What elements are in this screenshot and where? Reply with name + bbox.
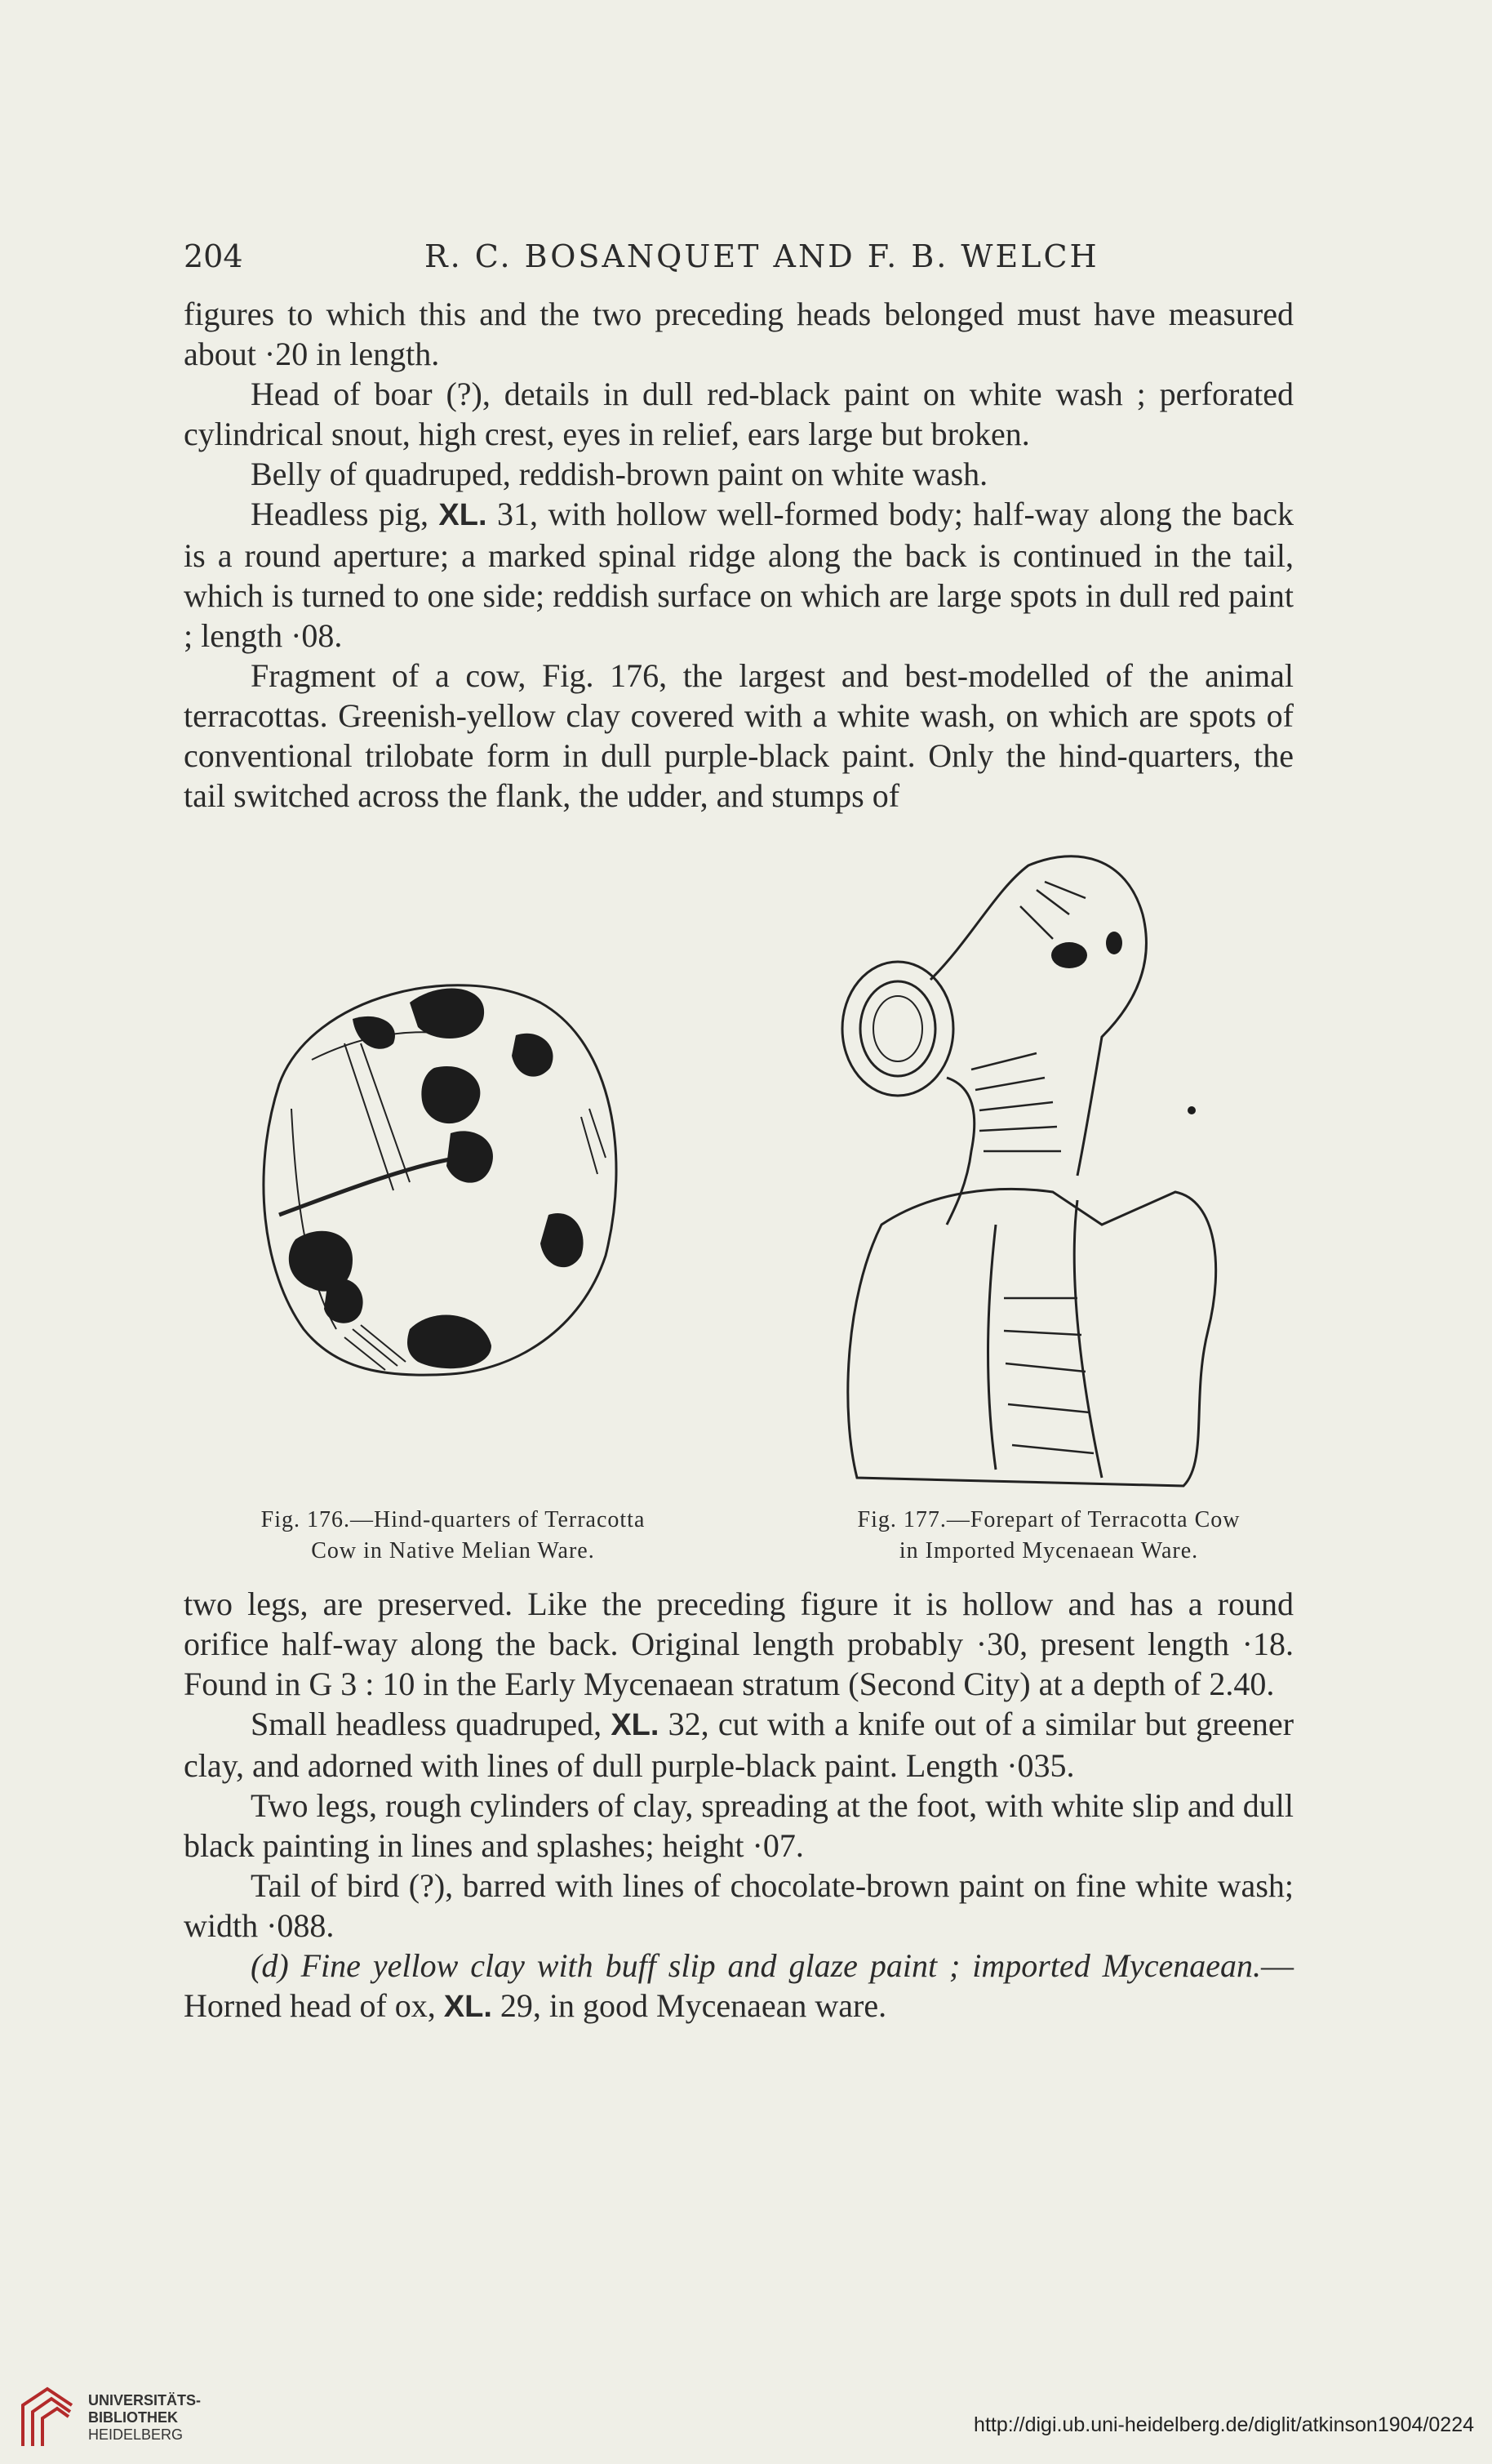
section-heading: Fine yellow clay with buff slip and glaze paint ; imported Mycenaean. <box>300 1947 1262 1984</box>
running-head: R. C. BOSANQUET AND F. B. WELCH <box>424 238 1099 274</box>
figure-176-caption <box>171 1505 735 1567</box>
text-run: 32, cut with a knife out of a similar but greener clay, and adorned with lines of dull purple-black paint. Length ·035. <box>184 1706 1294 1784</box>
paragraph: Head of boar (?), details in dull red-black paint on white wash ; perforated cylindrical snout, high crest, eyes in relief, ears large but broken. <box>184 376 1294 452</box>
library-name <box>88 2392 201 2444</box>
page-number: 204 <box>184 238 243 274</box>
paragraph <box>184 494 1294 656</box>
paragraph <box>184 1704 1294 1786</box>
text-run: Small headless quadruped, <box>251 1706 602 1742</box>
figure-176-illustration <box>246 945 638 1403</box>
library-name-line: HEIDELBERG <box>88 2426 184 2443</box>
caption-line: in Imported Mycenaean Ware. <box>899 1538 1199 1563</box>
text-run: — Horned head of ox, <box>184 1947 1294 2024</box>
caption-line: Fig. 177.—Forepart of Terracotta Cow <box>857 1507 1241 1532</box>
figure-177-caption <box>763 1505 1334 1567</box>
text-run: Headless pig, <box>251 496 429 532</box>
xl-reference: XL. <box>611 1708 659 1742</box>
section-label: (d) <box>251 1947 289 1984</box>
body-text-top <box>184 294 1294 816</box>
paragraph: Belly of quadruped, reddish-brown paint on white wash. <box>251 456 988 492</box>
figure-177-illustration <box>833 841 1232 1494</box>
paragraph: Tail of bird (?), barred with lines of chocolate-brown paint on fine white wash; width ·088. <box>184 1867 1294 1944</box>
paragraph: Fragment of a cow, Fig. 176, the largest and best-modelled of the animal terracottas. Greenish-yellow clay covered with a white wash, on which are spots of conventional trilobate form in dull purple-black paint. Only the hind-quarters, the tail switched across the flank, the udder, and stumps of <box>184 657 1294 814</box>
source-url-link[interactable]: http://digi.ub.uni-heidelberg.de/diglit/atkinson1904/0224 <box>974 2413 1474 2436</box>
text-run: 29, in good Mycenaean ware. <box>500 1987 887 2024</box>
paragraph: two legs, are preserved. Like the preceding figure it is hollow and has a round orifice half-way along the back. Original length probably ·30, present length ·18. Found in G 3 : 10 in the Early Mycenaean stratum (Second City) at a depth of 2.40. <box>184 1586 1294 1702</box>
library-name-line: BIBLIOTHEK <box>88 2409 178 2426</box>
text-run: 31, with hollow well-formed body; half-way along the back is a round aperture; a marked spinal ridge along the back is continued in the tail, which is turned to one side; reddish surface on which are large spots in dull red paint ; length ·08. <box>184 496 1294 654</box>
xl-reference: XL. <box>438 498 487 532</box>
paragraph: figures to which this and the two preceding heads belonged must have measured about ·20 in length. <box>184 296 1294 372</box>
caption-line: Cow in Native Melian Ware. <box>311 1538 595 1563</box>
body-text-bottom <box>184 1584 1294 2027</box>
paragraph: Two legs, rough cylinders of clay, spreading at the foot, with white slip and dull black painting in lines and splashes; height ·07. <box>184 1787 1294 1864</box>
caption-line: Fig. 176.—Hind-quarters of Terracotta <box>260 1507 646 1532</box>
paragraph <box>184 1946 1294 2027</box>
library-name-line: UNIVERSITÄTS- <box>88 2392 202 2408</box>
library-logo <box>15 2381 227 2454</box>
xl-reference: XL. <box>443 1990 492 2024</box>
library-logo-icon <box>15 2381 80 2451</box>
